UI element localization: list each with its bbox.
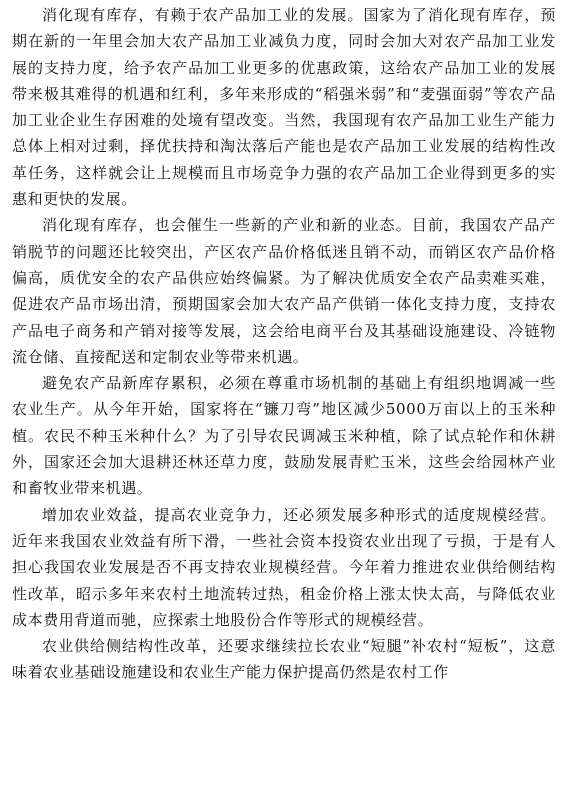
- paragraph-new-industries: 消化现有库存，也会催生一些新的产业和新的业态。目前，我国农产品产销脱节的问题还比较突出，产区农产品价格低迷且销不动，而销区农产品价格偏高，质优安全的农产品供应始终偏紧。为了解决优质安全农产品卖难买难，促进农产品市场出清，预期国家会加大农产品产供销一体化支持力度，支持农产品电子商务和产销对接等发展，这会给电商平台及其基础设施建设、冷链物流仓储、直接配送和定制农业等带来机遇。: [12, 216, 556, 366]
- paragraph-digest-inventory-processing: 消化现有库存，有赖于农产品加工业的发展。国家为了消化现有库存，预期在新的一年里会加大农产品加工业减负力度，同时会加大对农产品加工业发展的支持力度，给予农产品加工业更多的优惠政策，这给农产品加工业的发展带来极其难得的机遇和红利，多年来形成的“稻强米弱”和“麦强面弱”等农产品加工业企业生存困难的处境有望改变。当然，我国现有农产品加工业生产能力总体上相对过剩，择优扶持和淘汰落后产能也是农产品加工业发展的结构性改革任务，这样就会让上规模而且市场竞争力强的农产品加工企业得到更多的实惠和更快的发展。: [12, 6, 556, 209]
- document-page: [12, 0, 556, 803]
- paragraph-infrastructure: 农业供给侧结构性改革，还要求继续拉长农业“短腿”补农村“短板”，这意味着农业基础设施建设和农业生产能力保护提高仍然是农村工作: [12, 637, 556, 682]
- paragraph-scale-operation: 增加农业效益，提高农业竞争力，还必须发展多种形式的适度规模经营。近年来我国农业效益有所下滑，一些社会资本投资农业出现了亏损，于是有人担心我国农业发展是否不再支持农业规模经营。今年着力推进农业供给侧结构性改革，昭示多年来农村土地流转过热，租金价格上涨太快太高，与降低农业成本费用背道而驰，应探索土地股份合作等形式的规模经营。: [12, 505, 556, 629]
- paragraph-reduce-corn-planting: 避免农产品新库存累积，必须在尊重市场机制的基础上有组织地调减一些农业生产。从今年开始，国家将在“镰刀弯”地区减少5000万亩以上的玉米种植。农民不种玉米种什么？为了引导农民调减玉米种植，除了试点轮作和休耕外，国家还会加大退耕还林还草力度，鼓励发展青贮玉米，这些会给园林产业和畜牧业带来机遇。: [12, 374, 556, 498]
